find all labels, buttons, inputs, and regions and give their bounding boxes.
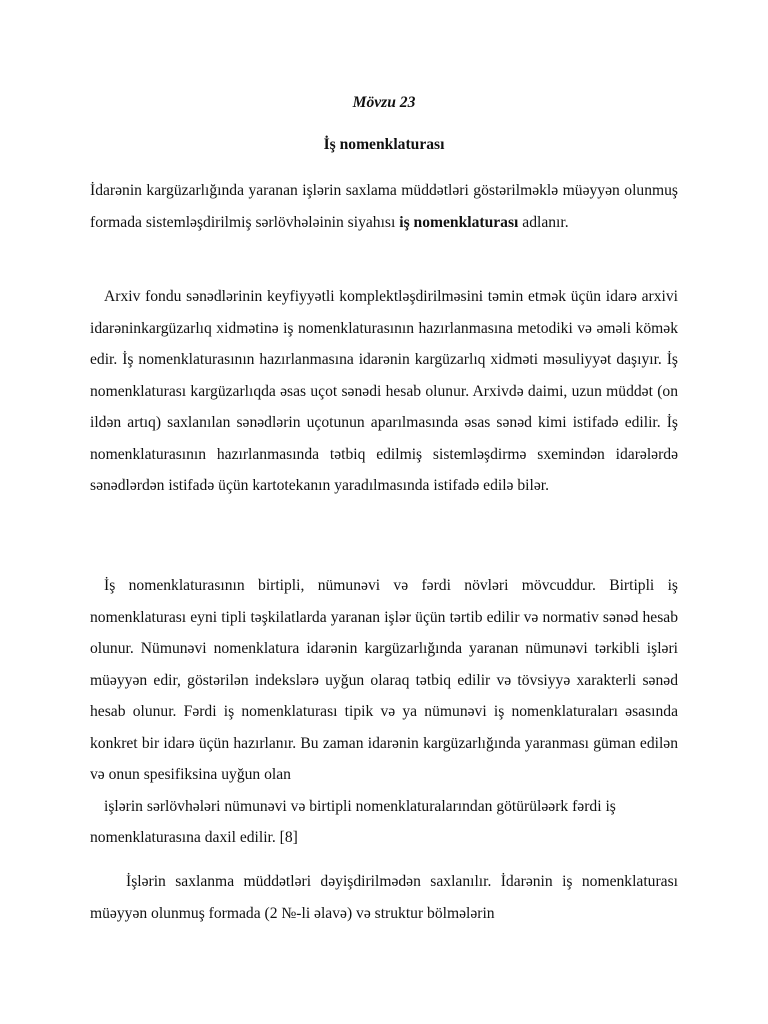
paragraph-definition xyxy=(90,175,678,238)
definition-term: iş nomenklaturası xyxy=(399,213,519,231)
types-text: İş nomenklaturasının birtipli, nümunəvi və fərdi növləri mövcuddur. Birtipli iş nomenklaturası eyni tipli təşkilatlarda yaranan işlər üçün tərtib edilir və normativ sənəd hesab olunur. Nümunəvi nomenklatura idarənin kargüzarlığında yaranan nümunəvi tərkibli işləri müəyyən edir, göstərilən indekslərə uyğun olaraq tətbiq edilir və tövsiyyə xarakterli sənəd hesab olunur. Fərdi iş nomenklaturası tipik və ya nümunəvi iş nomenklaturaları əsasında konkret bir idarə üçün hazırlanır. Bu zaman idarənin kargüzarlığında yaranması güman edilən və onun spesifiksina uyğun olan xyxy=(90,577,678,783)
paragraph-types xyxy=(90,570,678,854)
topic-heading: Mövzu 23 xyxy=(352,94,416,111)
page-title: İş nomenklaturası xyxy=(323,136,445,153)
paragraph-archive-fund: Arxiv fondu sənədlərinin keyfiyyətli komplektləşdirilməsini təmin etmək üçün idarə arxivi idarəninkargüzarlıq xidmətinə iş nomenklaturasının hazırlanmasına metodiki və əməli kömək edir. İş nomenklaturasının hazırlanmasına idarənin kargüzarlıq xidməti məsuliyyət daşıyır. İş nomenklaturası kargüzarlıqda əsas uçot sənədi hesab olunur. Arxivdə daimi, uzun müddət (on ildən artıq) saxlanılan sənədlərin uçotunun aparılmasında əsas sənəd kimi istifadə edilir. İş nomenklaturasının hazırlanmasında tətbiq edilmiş sistemləşdirmə sxemindən idarələrdə sənədlərdən istifadə üçün kartotekanın yaradılmasında istifadə edilə bilər. xyxy=(90,288,678,494)
types-text-tail: işlərin sərlövhələri nümunəvi və birtipli nomenklaturalarından götürüləərk fərdi iş nomenklaturasına daxil edilir. [8] xyxy=(90,797,616,846)
definition-text: İdarənin kargüzarlığında yaranan işlərin saxlama müddətləri göstərilməklə müəyyən olunmuş formada sistemləşdirilmiş sərlövhələinin siyahısı xyxy=(90,182,678,231)
definition-tail: adlanır. xyxy=(518,213,569,231)
paragraph-storage: İşlərin saxlanma müddətləri dəyişdirilmədən saxlanılır. İdarənin iş nomenklaturası müəyyən olunmuş formada (2 №-li əlavə) və struktur bölmələrin xyxy=(90,873,678,922)
